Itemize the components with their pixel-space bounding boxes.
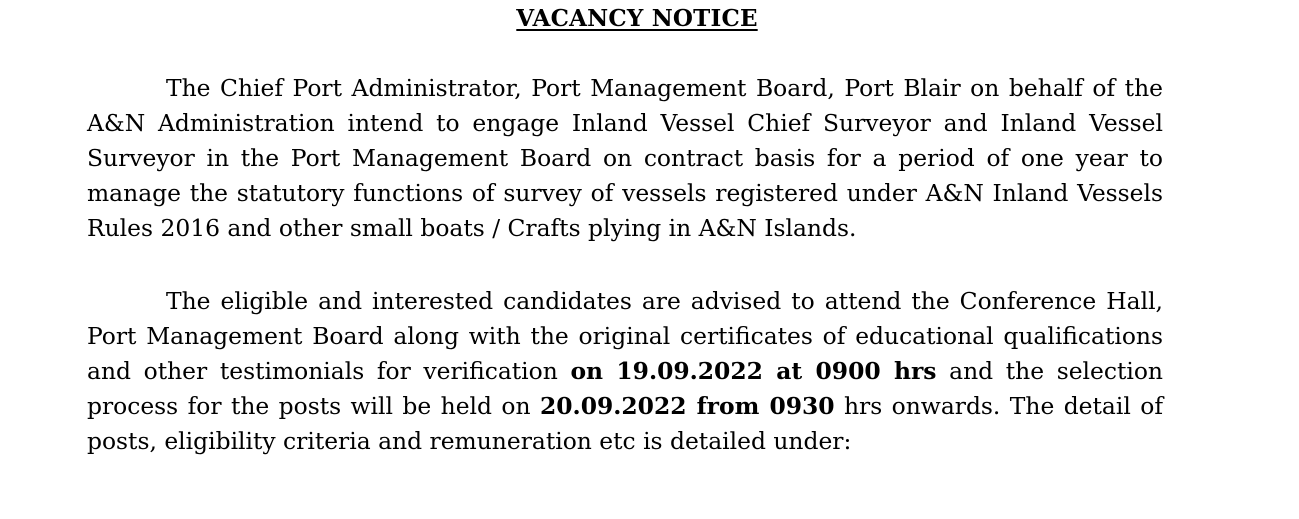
verification-date-time: on 19.09.2022 at 0900 hrs [570,357,937,385]
paragraph-instructions [87,284,1163,459]
selection-date-time: 20.09.2022 from 0930 [540,392,835,420]
paragraph-intro: The Chief Port Administrator, Port Management Board, Port Blair on behalf of the A&N Administration intend to engage Inland Vessel Chief Surveyor and Inland Vessel Surveyor in the Port Management Board on contract basis for a period of one year to manage the statutory functions of survey of vessels registered under A&N Inland Vessels Rules 2016 and other small boats / Crafts plying in A&N Islands. [87,74,1163,242]
notice-title: VACANCY NOTICE [516,5,758,32]
instructions-text-part3: hrs onwards. The detail of posts, eligibility criteria and remuneration etc is detailed under: [87,392,1163,455]
instructions-text-part1: The eligible and interested candidates are advised to attend the Conference Hall, Port Management Board along with the original certificates of educational qualifications and other testimonials for verification [87,287,1163,385]
instructions-text-part2: and the selection process for the posts will be held on [87,357,1163,420]
